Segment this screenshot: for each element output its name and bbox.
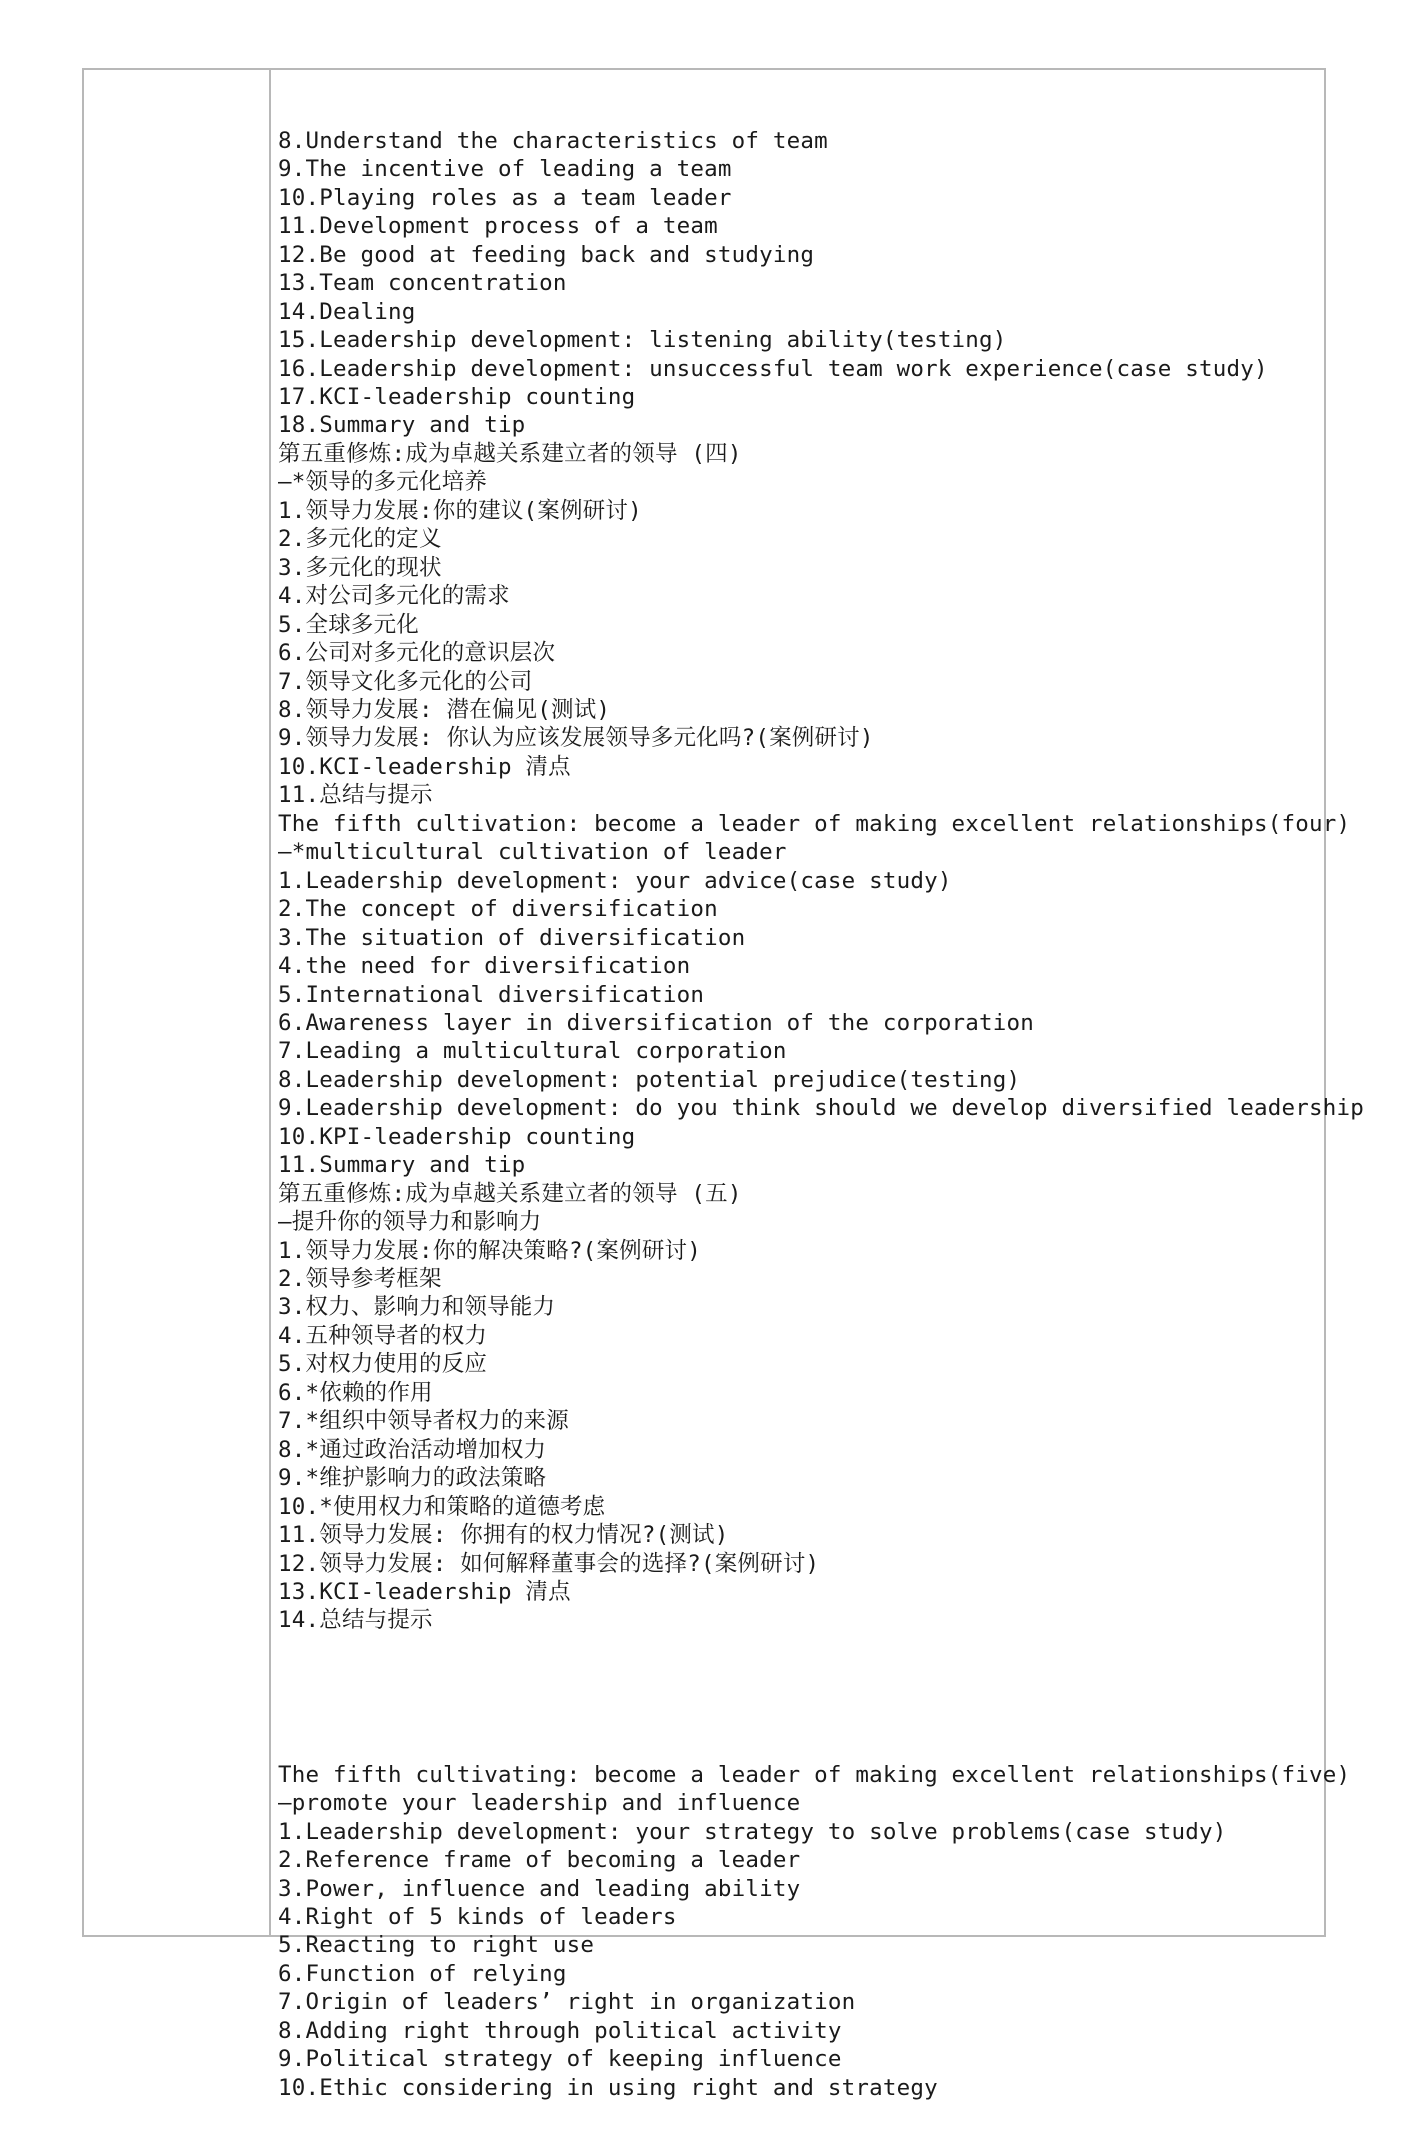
course-outline (278, 70, 1364, 2131)
outline-line: 5.International diversification (278, 981, 705, 1008)
outline-line: 5.全球多元化 (278, 611, 419, 638)
outline-line: 2.The concept of diversification (278, 896, 718, 923)
outline-line: 第五重修炼:成为卓越关系建立者的领导 (四) (278, 440, 742, 467)
outline-line: 4.Right of 5 kinds of leaders (278, 1904, 677, 1930)
outline-line: 18.Summary and tip (278, 412, 526, 439)
outline-line: 10.*使用权力和策略的道德考虑 (278, 1493, 606, 1520)
outline-line: 4.五种领导者的权力 (278, 1322, 488, 1349)
outline-line: 6.Function of relying (278, 1960, 567, 1987)
outline-line: 8.Understand the characteristics of team (278, 127, 828, 154)
outline-line: The fifth cultivation: become a leader of making excellent relationships(four) (278, 810, 1351, 837)
outline-line: 11.Summary and tip (278, 1152, 526, 1179)
outline-line: 17.KCI-leadership counting (278, 383, 636, 410)
outline-line: 9.The incentive of leading a team (278, 156, 732, 183)
outline-part-1 (278, 127, 1364, 1635)
outline-line: 7.*组织中领导者权力的来源 (278, 1408, 569, 1435)
outline-line: 7.Leading a multicultural corporation (278, 1038, 787, 1065)
outline-line: 14.总结与提示 (278, 1607, 433, 1634)
outline-line: 3.Power, influence and leading ability (278, 1875, 801, 1902)
outline-line: —提升你的领导力和影响力 (278, 1209, 542, 1236)
outline-line: —*multicultural cultivation of leader (278, 839, 787, 866)
outline-line: 13.KCI-leadership 清点 (278, 1579, 571, 1606)
outline-line: 2.领导参考框架 (278, 1266, 442, 1293)
outline-line: —*领导的多元化培养 (278, 469, 488, 496)
outline-line: 6.公司对多元化的意识层次 (278, 640, 556, 667)
outline-line: 8.Adding right through political activity (278, 2017, 842, 2044)
outline-line: 15.Leadership development: listening ability(testing) (278, 327, 1007, 354)
outline-line: 1.Leadership development: your advice(case study) (278, 867, 952, 894)
outline-line: 10.Playing roles as a team leader (278, 184, 732, 211)
outline-line: 9.Leadership development: do you think should we develop diversified leadership (278, 1095, 1364, 1122)
outline-line: 6.Awareness layer in diversification of the corporation (278, 1009, 1035, 1036)
outline-line: 16.Leadership development: unsuccessful team work experience(case study) (278, 355, 1268, 382)
outline-line: 12.Be good at feeding back and studying (278, 241, 815, 268)
outline-line: —promote your leadership and influence (278, 1790, 801, 1817)
outline-line: 5.对权力使用的反应 (278, 1351, 488, 1378)
section-gap (278, 1692, 1318, 1704)
outline-line: 9.*维护影响力的政法策略 (278, 1465, 547, 1492)
outline-line: 3.多元化的现状 (278, 554, 442, 581)
outline-line: 6.*依赖的作用 (278, 1379, 433, 1406)
outline-line: 12.领导力发展: 如何解释董事会的选择?(案例研讨) (278, 1550, 820, 1577)
outline-line: 1.领导力发展:你的建议(案例研讨) (278, 497, 642, 524)
outline-line: 5.Reacting to right use (278, 1932, 595, 1959)
outline-line: 第五重修炼:成为卓越关系建立者的领导 (五) (278, 1180, 742, 1207)
outline-line: 8.*通过政治活动增加权力 (278, 1436, 547, 1463)
outline-line: The fifth cultivating: become a leader of making excellent relationships(five) (278, 1761, 1351, 1788)
outline-line: 2.Reference frame of becoming a leader (278, 1847, 801, 1874)
outline-line: 10.KCI-leadership 清点 (278, 753, 571, 780)
outline-part-2 (278, 1761, 1351, 2102)
outline-line: 10.KPI-leadership counting (278, 1123, 636, 1150)
outline-line: 10.Ethic considering in using right and strategy (278, 2074, 938, 2101)
outline-line: 9.Political strategy of keeping influence (278, 2046, 842, 2073)
outline-line: 4.the need for diversification (278, 953, 691, 980)
outline-line: 11.Development process of a team (278, 213, 718, 240)
outline-line: 9.领导力发展: 你认为应该发展领导多元化吗?(案例研讨) (278, 725, 874, 752)
outline-line: 3.The situation of diversification (278, 924, 746, 951)
outline-line: 3.权力、影响力和领导能力 (278, 1294, 556, 1321)
outline-line: 8.领导力发展: 潜在偏见(测试) (278, 696, 611, 723)
outline-line: 11.领导力发展: 你拥有的权力情况?(测试) (278, 1522, 729, 1549)
outline-line: 8.Leadership development: potential prejudice(testing) (278, 1066, 1021, 1093)
outline-line: 1.领导力发展:你的解决策略?(案例研讨) (278, 1237, 701, 1264)
outline-line: 4.对公司多元化的需求 (278, 583, 510, 610)
outline-line: 2.多元化的定义 (278, 526, 442, 553)
outline-line: 13.Team concentration (278, 270, 567, 297)
outline-line: 14.Dealing (278, 298, 416, 325)
outline-line: 11.总结与提示 (278, 782, 433, 809)
outline-line: 7.Origin of leaders’ right in organization (278, 1989, 856, 2016)
outline-line: 7.领导文化多元化的公司 (278, 668, 533, 695)
column-divider (269, 68, 271, 1937)
outline-line: 1.Leadership development: your strategy to solve problems(case study) (278, 1818, 1227, 1845)
